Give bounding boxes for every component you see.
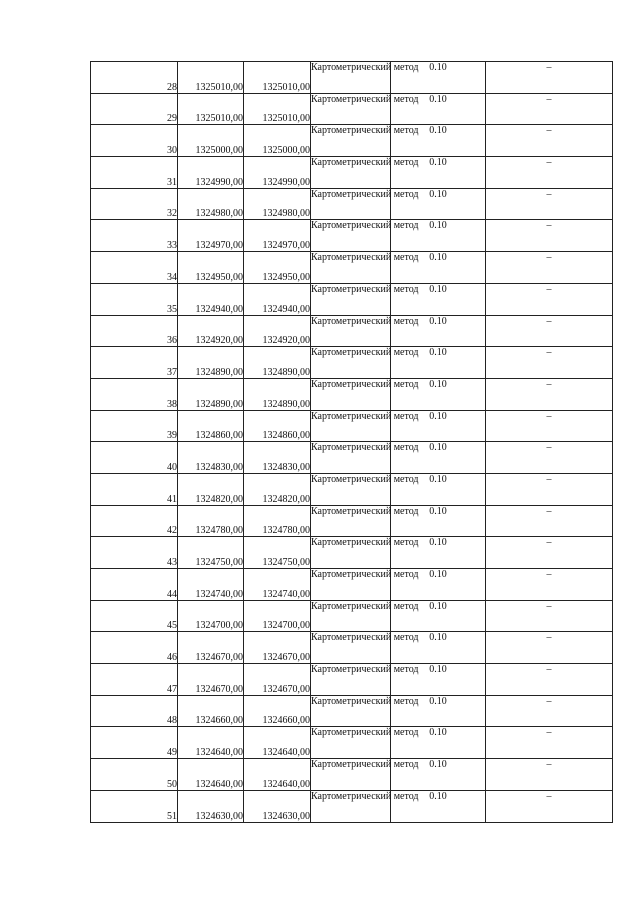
point-number: 44	[91, 569, 178, 601]
coordinates-table-body	[91, 62, 613, 823]
coordinate-x: 1324670,00	[178, 632, 244, 664]
point-description: –	[486, 347, 613, 379]
table-row	[91, 157, 613, 189]
coordinate-x: 1324890,00	[178, 378, 244, 410]
accuracy-value: 0.10	[391, 410, 486, 442]
table-row	[91, 505, 613, 537]
point-description: –	[486, 632, 613, 664]
point-description: –	[486, 283, 613, 315]
coordinate-y: 1324920,00	[244, 315, 311, 347]
table-row	[91, 125, 613, 157]
accuracy-value: 0.10	[391, 157, 486, 189]
table-row	[91, 473, 613, 505]
determination-method: Картометрический метод	[311, 62, 391, 94]
accuracy-value: 0.10	[391, 378, 486, 410]
point-description: –	[486, 252, 613, 284]
table-row	[91, 315, 613, 347]
point-description: –	[486, 410, 613, 442]
determination-method: Картометрический метод	[311, 600, 391, 632]
table-row	[91, 62, 613, 94]
point-number: 36	[91, 315, 178, 347]
determination-method: Картометрический метод	[311, 347, 391, 379]
coordinate-x: 1324660,00	[178, 695, 244, 727]
point-description: –	[486, 569, 613, 601]
determination-method: Картометрический метод	[311, 664, 391, 696]
table-row	[91, 790, 613, 822]
coordinate-y: 1324660,00	[244, 695, 311, 727]
coordinate-y: 1324640,00	[244, 727, 311, 759]
point-number: 41	[91, 473, 178, 505]
coordinate-y: 1324860,00	[244, 410, 311, 442]
coordinate-x: 1324700,00	[178, 600, 244, 632]
point-description: –	[486, 93, 613, 125]
coordinate-y: 1325010,00	[244, 93, 311, 125]
coordinate-x: 1324860,00	[178, 410, 244, 442]
accuracy-value: 0.10	[391, 347, 486, 379]
table-row	[91, 727, 613, 759]
point-number: 31	[91, 157, 178, 189]
point-description: –	[486, 727, 613, 759]
coordinate-x: 1325000,00	[178, 125, 244, 157]
point-number: 42	[91, 505, 178, 537]
coordinate-x: 1324750,00	[178, 537, 244, 569]
point-description: –	[486, 664, 613, 696]
point-number: 40	[91, 442, 178, 474]
point-number: 45	[91, 600, 178, 632]
coordinate-x: 1324950,00	[178, 252, 244, 284]
accuracy-value: 0.10	[391, 125, 486, 157]
table-row	[91, 664, 613, 696]
table-row	[91, 569, 613, 601]
point-number: 33	[91, 220, 178, 252]
accuracy-value: 0.10	[391, 759, 486, 791]
determination-method: Картометрический метод	[311, 125, 391, 157]
point-description: –	[486, 378, 613, 410]
table-row	[91, 537, 613, 569]
point-description: –	[486, 442, 613, 474]
determination-method: Картометрический метод	[311, 252, 391, 284]
point-number: 29	[91, 93, 178, 125]
coordinate-y: 1324820,00	[244, 473, 311, 505]
point-description: –	[486, 220, 613, 252]
determination-method: Картометрический метод	[311, 759, 391, 791]
determination-method: Картометрический метод	[311, 505, 391, 537]
table-row	[91, 93, 613, 125]
accuracy-value: 0.10	[391, 569, 486, 601]
determination-method: Картометрический метод	[311, 93, 391, 125]
coordinate-x: 1325010,00	[178, 93, 244, 125]
coordinate-x: 1324780,00	[178, 505, 244, 537]
determination-method: Картометрический метод	[311, 727, 391, 759]
point-description: –	[486, 62, 613, 94]
point-number: 34	[91, 252, 178, 284]
coordinate-y: 1325000,00	[244, 125, 311, 157]
coordinate-y: 1324630,00	[244, 790, 311, 822]
point-description: –	[486, 537, 613, 569]
table-row	[91, 252, 613, 284]
determination-method: Картометрический метод	[311, 473, 391, 505]
point-number: 30	[91, 125, 178, 157]
point-description: –	[486, 315, 613, 347]
accuracy-value: 0.10	[391, 220, 486, 252]
point-description: –	[486, 790, 613, 822]
accuracy-value: 0.10	[391, 62, 486, 94]
point-number: 37	[91, 347, 178, 379]
coordinate-x: 1324820,00	[178, 473, 244, 505]
table-row	[91, 442, 613, 474]
point-number: 48	[91, 695, 178, 727]
coordinate-y: 1324750,00	[244, 537, 311, 569]
table-row	[91, 759, 613, 791]
coordinate-x: 1324630,00	[178, 790, 244, 822]
determination-method: Картометрический метод	[311, 188, 391, 220]
determination-method: Картометрический метод	[311, 695, 391, 727]
accuracy-value: 0.10	[391, 505, 486, 537]
determination-method: Картометрический метод	[311, 442, 391, 474]
coordinate-y: 1324970,00	[244, 220, 311, 252]
coordinate-y: 1324940,00	[244, 283, 311, 315]
accuracy-value: 0.10	[391, 664, 486, 696]
accuracy-value: 0.10	[391, 790, 486, 822]
determination-method: Картометрический метод	[311, 378, 391, 410]
point-number: 28	[91, 62, 178, 94]
determination-method: Картометрический метод	[311, 157, 391, 189]
accuracy-value: 0.10	[391, 537, 486, 569]
determination-method: Картометрический метод	[311, 790, 391, 822]
table-row	[91, 220, 613, 252]
point-number: 47	[91, 664, 178, 696]
coordinate-y: 1324740,00	[244, 569, 311, 601]
coordinate-x: 1324640,00	[178, 727, 244, 759]
coordinate-x: 1324920,00	[178, 315, 244, 347]
point-number: 49	[91, 727, 178, 759]
point-number: 35	[91, 283, 178, 315]
point-description: –	[486, 695, 613, 727]
accuracy-value: 0.10	[391, 252, 486, 284]
point-number: 38	[91, 378, 178, 410]
coordinate-x: 1324970,00	[178, 220, 244, 252]
coordinate-x: 1324980,00	[178, 188, 244, 220]
point-number: 50	[91, 759, 178, 791]
coordinate-y: 1324890,00	[244, 347, 311, 379]
table-row	[91, 600, 613, 632]
point-description: –	[486, 473, 613, 505]
accuracy-value: 0.10	[391, 93, 486, 125]
coordinate-x: 1325010,00	[178, 62, 244, 94]
coordinate-x: 1324670,00	[178, 664, 244, 696]
point-number: 43	[91, 537, 178, 569]
table-row	[91, 695, 613, 727]
point-description: –	[486, 125, 613, 157]
point-number: 39	[91, 410, 178, 442]
determination-method: Картометрический метод	[311, 569, 391, 601]
accuracy-value: 0.10	[391, 473, 486, 505]
coordinate-x: 1324990,00	[178, 157, 244, 189]
coordinate-y: 1324980,00	[244, 188, 311, 220]
point-description: –	[486, 188, 613, 220]
table-row	[91, 410, 613, 442]
point-description: –	[486, 759, 613, 791]
coordinate-y: 1324780,00	[244, 505, 311, 537]
point-description: –	[486, 600, 613, 632]
accuracy-value: 0.10	[391, 442, 486, 474]
determination-method: Картометрический метод	[311, 410, 391, 442]
coordinate-y: 1324700,00	[244, 600, 311, 632]
coordinate-y: 1324670,00	[244, 664, 311, 696]
coordinate-y: 1324950,00	[244, 252, 311, 284]
accuracy-value: 0.10	[391, 188, 486, 220]
coordinates-table	[90, 61, 613, 823]
accuracy-value: 0.10	[391, 315, 486, 347]
coordinate-x: 1324640,00	[178, 759, 244, 791]
table-row	[91, 632, 613, 664]
table-row	[91, 347, 613, 379]
determination-method: Картометрический метод	[311, 220, 391, 252]
coordinate-y: 1324670,00	[244, 632, 311, 664]
table-row	[91, 378, 613, 410]
coordinate-y: 1325010,00	[244, 62, 311, 94]
coordinate-y: 1324830,00	[244, 442, 311, 474]
point-number: 32	[91, 188, 178, 220]
coordinate-y: 1324640,00	[244, 759, 311, 791]
coordinate-x: 1324740,00	[178, 569, 244, 601]
determination-method: Картометрический метод	[311, 537, 391, 569]
point-description: –	[486, 157, 613, 189]
accuracy-value: 0.10	[391, 283, 486, 315]
accuracy-value: 0.10	[391, 632, 486, 664]
coordinate-y: 1324990,00	[244, 157, 311, 189]
table-row	[91, 188, 613, 220]
table-row	[91, 283, 613, 315]
determination-method: Картометрический метод	[311, 283, 391, 315]
coordinate-x: 1324940,00	[178, 283, 244, 315]
point-description: –	[486, 505, 613, 537]
point-number: 46	[91, 632, 178, 664]
accuracy-value: 0.10	[391, 695, 486, 727]
accuracy-value: 0.10	[391, 727, 486, 759]
coordinate-y: 1324890,00	[244, 378, 311, 410]
coordinate-x: 1324830,00	[178, 442, 244, 474]
determination-method: Картометрический метод	[311, 632, 391, 664]
determination-method: Картометрический метод	[311, 315, 391, 347]
accuracy-value: 0.10	[391, 600, 486, 632]
point-number: 51	[91, 790, 178, 822]
coordinate-x: 1324890,00	[178, 347, 244, 379]
